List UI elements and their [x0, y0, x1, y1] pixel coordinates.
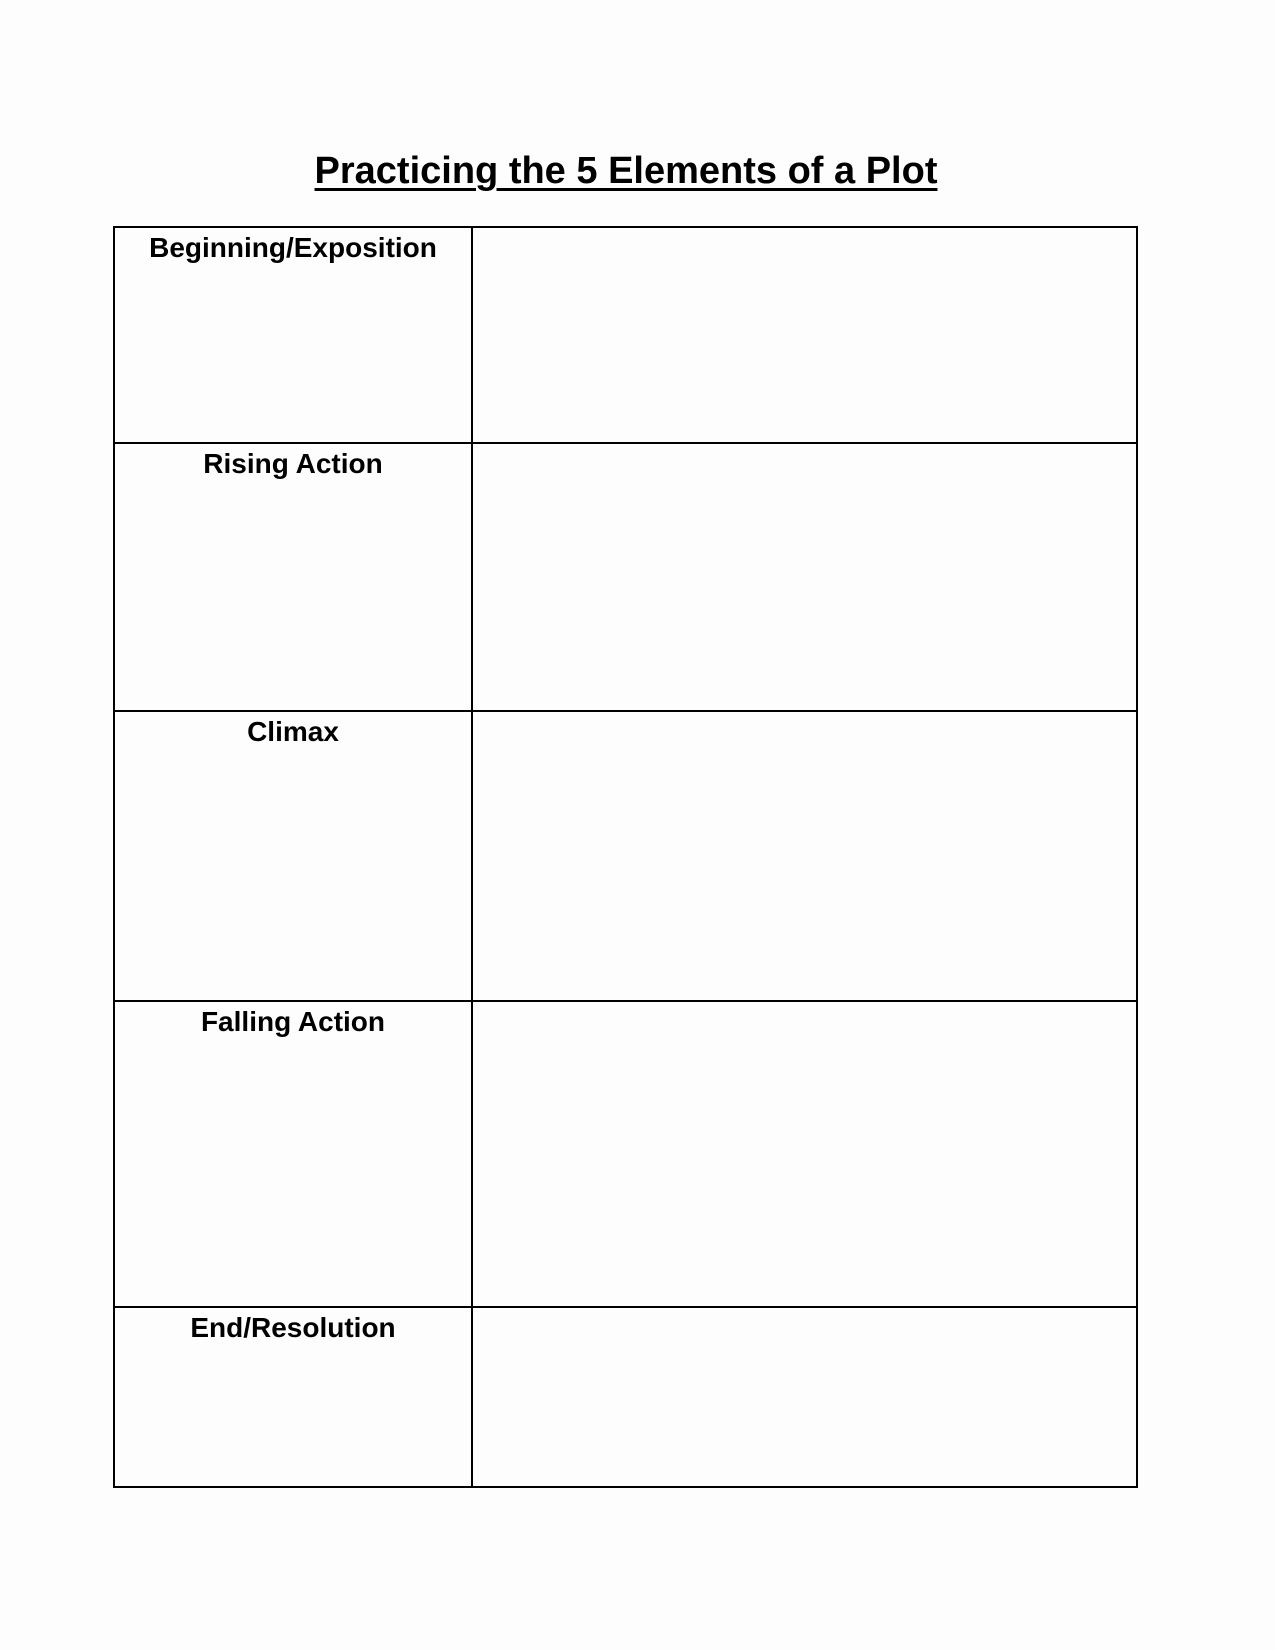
row-label-rising-action: Rising Action [114, 443, 472, 711]
answer-cell-rising-action[interactable] [472, 443, 1137, 711]
row-label-exposition: Beginning/Exposition [114, 227, 472, 443]
row-label-climax: Climax [114, 711, 472, 1001]
table-row [114, 1307, 1137, 1487]
table-row [114, 227, 1137, 443]
row-label-falling-action: Falling Action [114, 1001, 472, 1307]
answer-cell-resolution[interactable] [472, 1307, 1137, 1487]
page-title: Practicing the 5 Elements of a Plot [314, 150, 938, 192]
plot-elements-table [113, 226, 1138, 1488]
answer-cell-falling-action[interactable] [472, 1001, 1137, 1307]
answer-cell-climax[interactable] [472, 711, 1137, 1001]
answer-cell-exposition[interactable] [472, 227, 1137, 443]
table-row [114, 1001, 1137, 1307]
row-label-resolution: End/Resolution [114, 1307, 472, 1487]
table-row [114, 443, 1137, 711]
table-row [114, 711, 1137, 1001]
